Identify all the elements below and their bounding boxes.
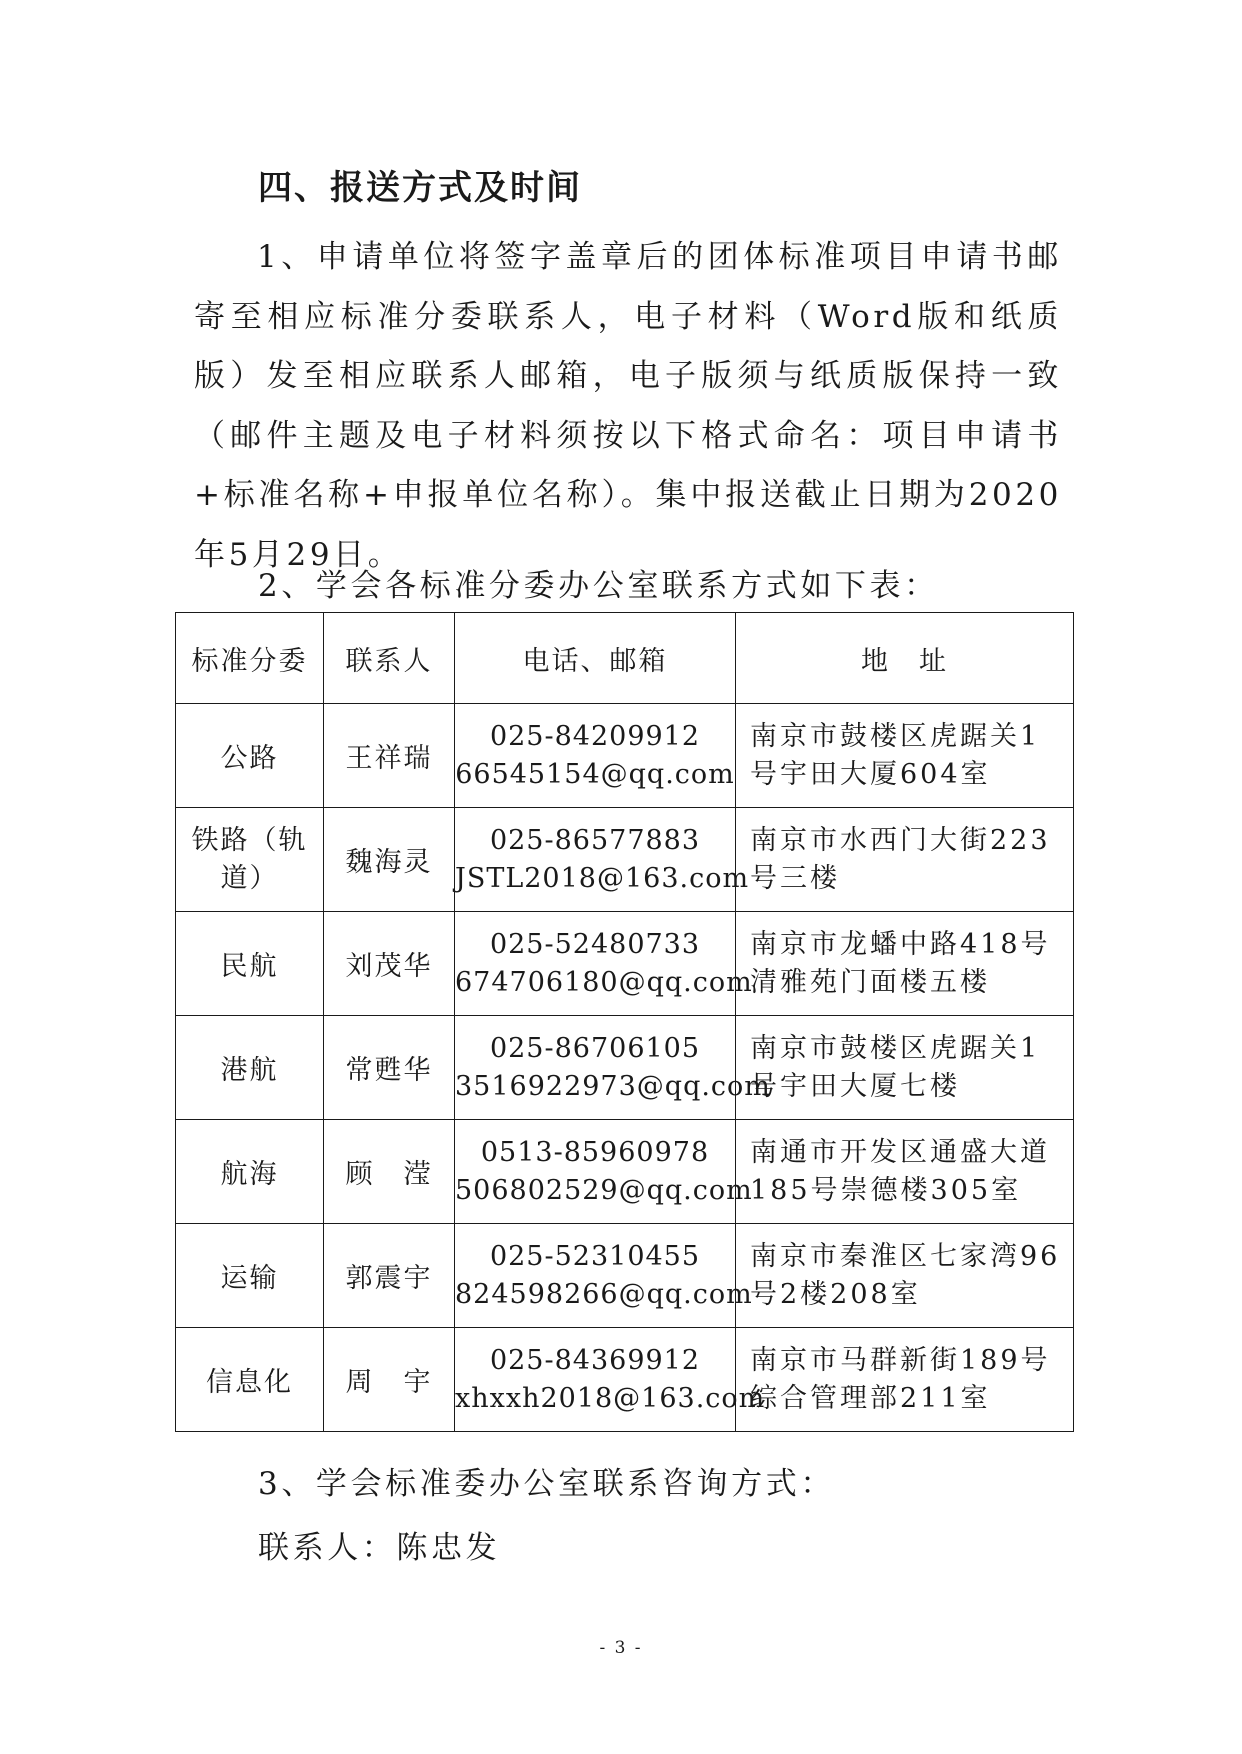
phone-email-cell [455,912,753,1016]
address-cell: 南京市龙蟠中路418号清雅苑门面楼五楼 [736,912,1074,1016]
email-address: 824598266@qq.com [455,1278,753,1310]
table-row [176,1224,1074,1328]
header-phone-email: 电话、邮箱 [455,613,736,704]
table-row [176,1016,1074,1120]
table-row [176,808,1074,912]
table-row [176,704,1074,808]
phone-email-cell [455,1328,766,1432]
address-cell: 南京市水西门大街223号三楼 [736,808,1074,912]
phone-number: 025-84369912 [489,1344,701,1376]
committee-cell: 航海 [176,1120,324,1224]
header-address: 地 址 [736,613,1074,704]
phone-email-cell [455,1224,753,1328]
contact-cell: 王祥瑞 [324,704,455,808]
consultation-intro: 3、学会标准委办公室联系咨询方式： [258,1466,835,1502]
header-contact: 联系人 [324,613,455,704]
phone-email-cell [455,808,750,912]
address-cell: 南京市鼓楼区虎踞关1号宇田大厦604室 [736,704,1074,808]
page-number: - 3 - [599,1638,643,1658]
email-address: 674706180@qq.com [455,966,753,998]
section-heading: 四、报送方式及时间 [258,168,582,208]
committee-cell: 港航 [176,1016,324,1120]
email-address: JSTL2018@163.com [455,862,750,894]
committee-cell: 信息化 [176,1328,324,1432]
table-row [176,1328,1074,1432]
address-cell: 南京市秦淮区七家湾96号2楼208室 [736,1224,1074,1328]
contact-cell: 刘茂华 [324,912,455,1016]
consultation-contact: 联系人：陈忠发 [258,1530,501,1566]
phone-number: 025-52480733 [489,928,701,960]
email-address: 3516922973@qq.com [455,1070,771,1102]
phone-number: 025-86706105 [489,1032,701,1064]
email-address: xhxxh2018@163.com [455,1382,766,1414]
contact-table-intro: 2、学会各标准分委办公室联系方式如下表： [258,568,939,604]
committee-cell: 民航 [176,912,324,1016]
contact-cell: 郭震宇 [324,1224,455,1328]
committee-cell: 铁路（轨道） [176,808,324,912]
phone-email-cell [455,1016,771,1120]
table-row [176,912,1074,1016]
phone-email-cell [455,704,736,808]
header-committee: 标准分委 [176,613,324,704]
contact-cell: 魏海灵 [324,808,455,912]
phone-number: 0513-85960978 [480,1136,710,1168]
table-row [176,1120,1074,1224]
committee-cell: 运输 [176,1224,324,1328]
phone-number: 025-86577883 [489,824,701,856]
committee-contact-table [175,612,1074,1432]
table-header-row [176,613,1074,704]
email-address: 66545154@qq.com [455,758,735,790]
phone-number: 025-52310455 [489,1240,701,1272]
phone-email-cell [455,1120,753,1224]
address-cell: 南通市开发区通盛大道185号崇德楼305室 [736,1120,1074,1224]
submission-paragraph: 1、申请单位将签字盖章后的团体标准项目申请书邮寄至相应标准分委联系人，电子材料（Word版和纸质版）发至相应联系人邮箱，电子版须与纸质版保持一致（邮件主题及电子材料须按以下格式命名：项目申请书+标准名称+申报单位名称）。集中报送截止日期为2020年5月29日。 [194,239,1062,573]
contact-cell: 周 宇 [324,1328,455,1432]
address-cell: 南京市马群新街189号综合管理部211室 [736,1328,1074,1432]
committee-cell: 公路 [176,704,324,808]
address-cell: 南京市鼓楼区虎踞关1号宇田大厦七楼 [736,1016,1074,1120]
contact-cell: 常甦华 [324,1016,455,1120]
contact-cell: 顾 滢 [324,1120,455,1224]
email-address: 506802529@qq.com [455,1174,753,1206]
phone-number: 025-84209912 [489,720,701,752]
